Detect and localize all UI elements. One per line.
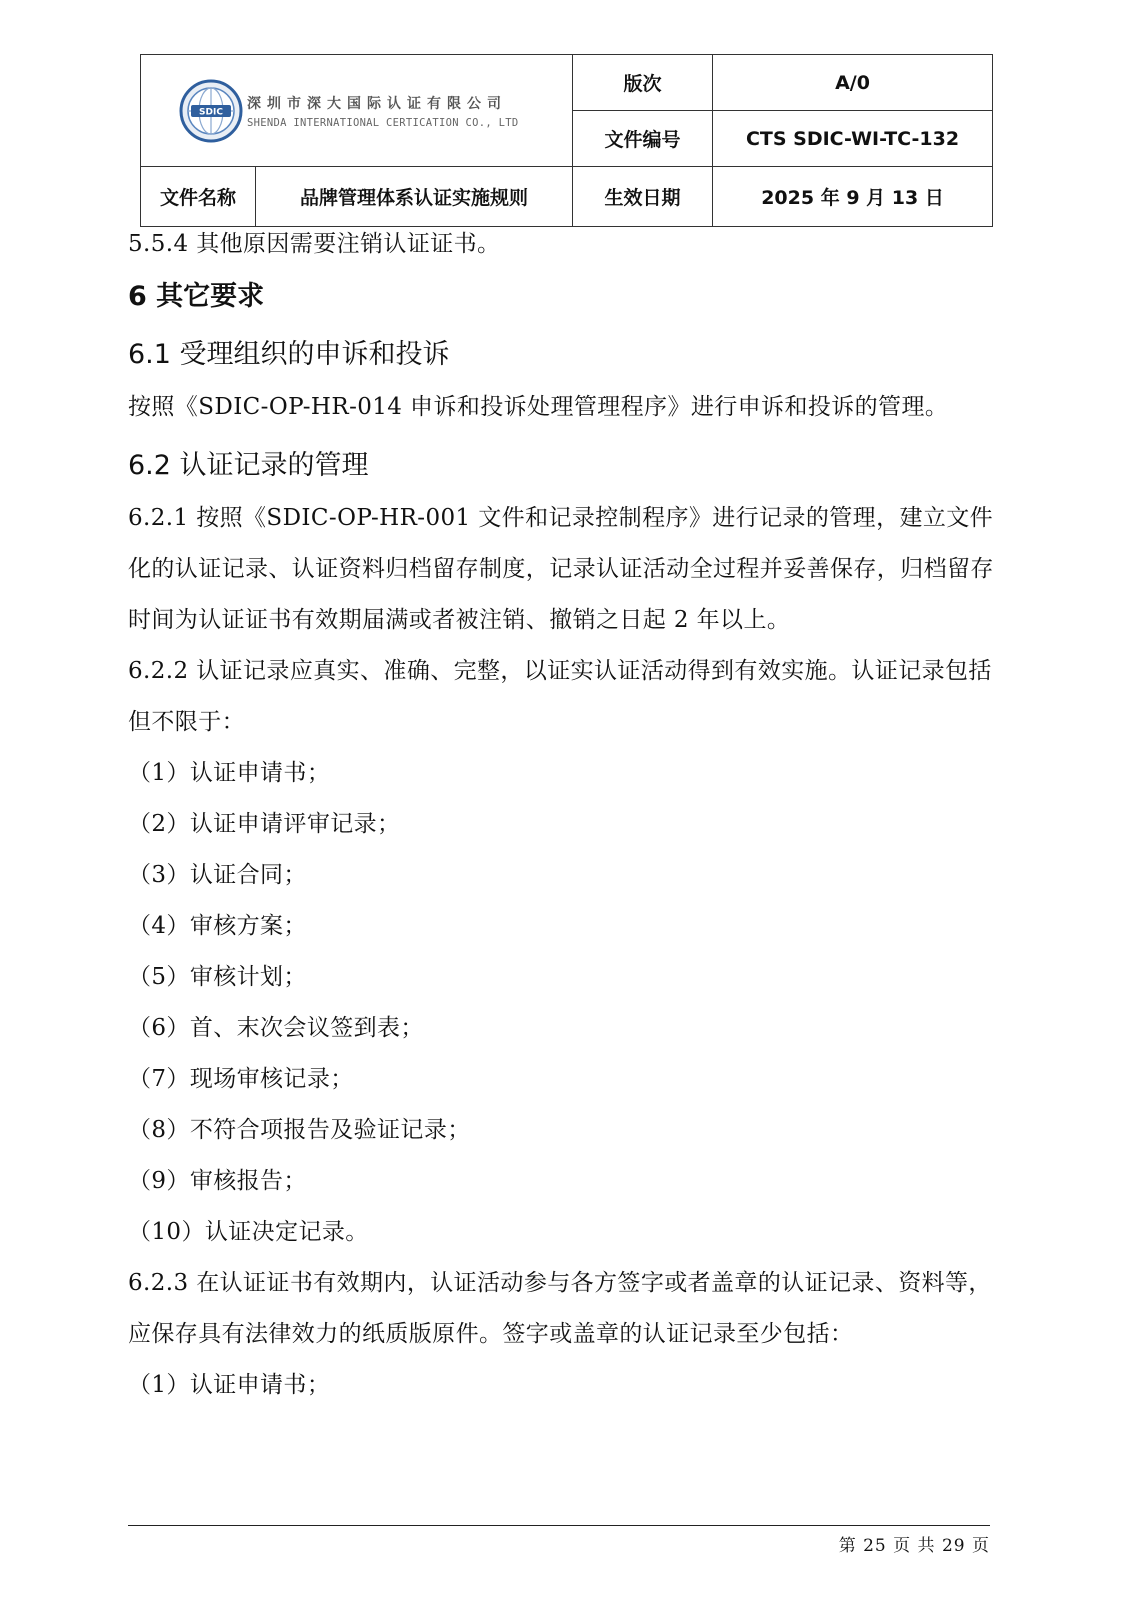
doc-number-label: 文件编号 [573, 111, 713, 167]
list-item: （7）现场审核记录； [128, 1066, 354, 1092]
footer-divider [128, 1525, 990, 1526]
paragraph-6-2-2: 6.2.2 认证记录应真实、准确、完整，以证实认证活动得到有效实施。认证记录包括但不限于： [128, 658, 992, 735]
page-number: 第 25 页 共 29 页 [838, 1536, 990, 1556]
effective-date-label: 生效日期 [573, 167, 713, 227]
company-logo-cell [141, 55, 573, 167]
list-item: （10）认证决定记录。 [128, 1219, 369, 1245]
list-item: （3）认证合同； [128, 862, 307, 888]
list-item: （5）审核计划； [128, 964, 307, 990]
doc-name-label: 文件名称 [141, 167, 256, 227]
paragraph-6-2-1: 6.2.1 按照《SDIC-OP-HR-001 文件和记录控制程序》进行记录的管理，建立文件化的认证记录、认证资料归档留存制度，记录认证活动全过程并妥善保存，归档留存时间为认证证书有效期届满或者被注销、撤销之日起 2 年以上。 [128, 505, 994, 633]
list-item: （6）首、末次会议签到表； [128, 1015, 424, 1041]
list-item: （1）认证申请书； [128, 760, 331, 786]
company-name-en: SHENDA INTERNATIONAL CERTICATION CO., LTD [247, 116, 519, 129]
list-item: （2）认证申请评审记录； [128, 811, 401, 837]
doc-name-value: 品牌管理体系认证实施规则 [256, 167, 573, 227]
heading-6: 6 其它要求 [128, 281, 265, 312]
effective-date-value: 2025 年 9 月 13 日 [713, 167, 993, 227]
list-item: （9）审核报告； [128, 1168, 307, 1194]
version-value: A/0 [713, 55, 993, 111]
company-name-cn: 深圳市深大国际认证有限公司 [247, 95, 507, 112]
doc-number-value: CTS SDIC-WI-TC-132 [713, 111, 993, 167]
heading-6-2: 6.2 认证记录的管理 [128, 450, 369, 481]
paragraph-6-2-3: 6.2.3 在认证证书有效期内，认证活动参与各方签字或者盖章的认证记录、资料等，应保存具有法律效力的纸质版原件。签字或盖章的认证记录至少包括： [128, 1270, 992, 1347]
version-label: 版次 [573, 55, 713, 111]
paragraph-6-1: 按照《SDIC-OP-HR-014 申诉和投诉处理管理程序》进行申诉和投诉的管理。 [128, 394, 949, 420]
sdic-globe-logo-icon [179, 79, 243, 143]
paragraph-5-5-4: 5.5.4 其他原因需要注销认证证书。 [128, 231, 501, 257]
svg-text:SDIC: SDIC [199, 107, 223, 117]
company-logo [141, 55, 572, 166]
list-item: （1）认证申请书； [128, 1372, 331, 1398]
list-6-2-2 [128, 748, 1008, 1258]
document-body [128, 226, 1008, 1411]
document-header-table [140, 54, 993, 227]
list-item: （8）不符合项报告及验证记录； [128, 1117, 471, 1143]
heading-6-1: 6.1 受理组织的申诉和投诉 [128, 339, 450, 370]
list-item: （4）审核方案； [128, 913, 307, 939]
list-6-2-3 [128, 1360, 1008, 1411]
